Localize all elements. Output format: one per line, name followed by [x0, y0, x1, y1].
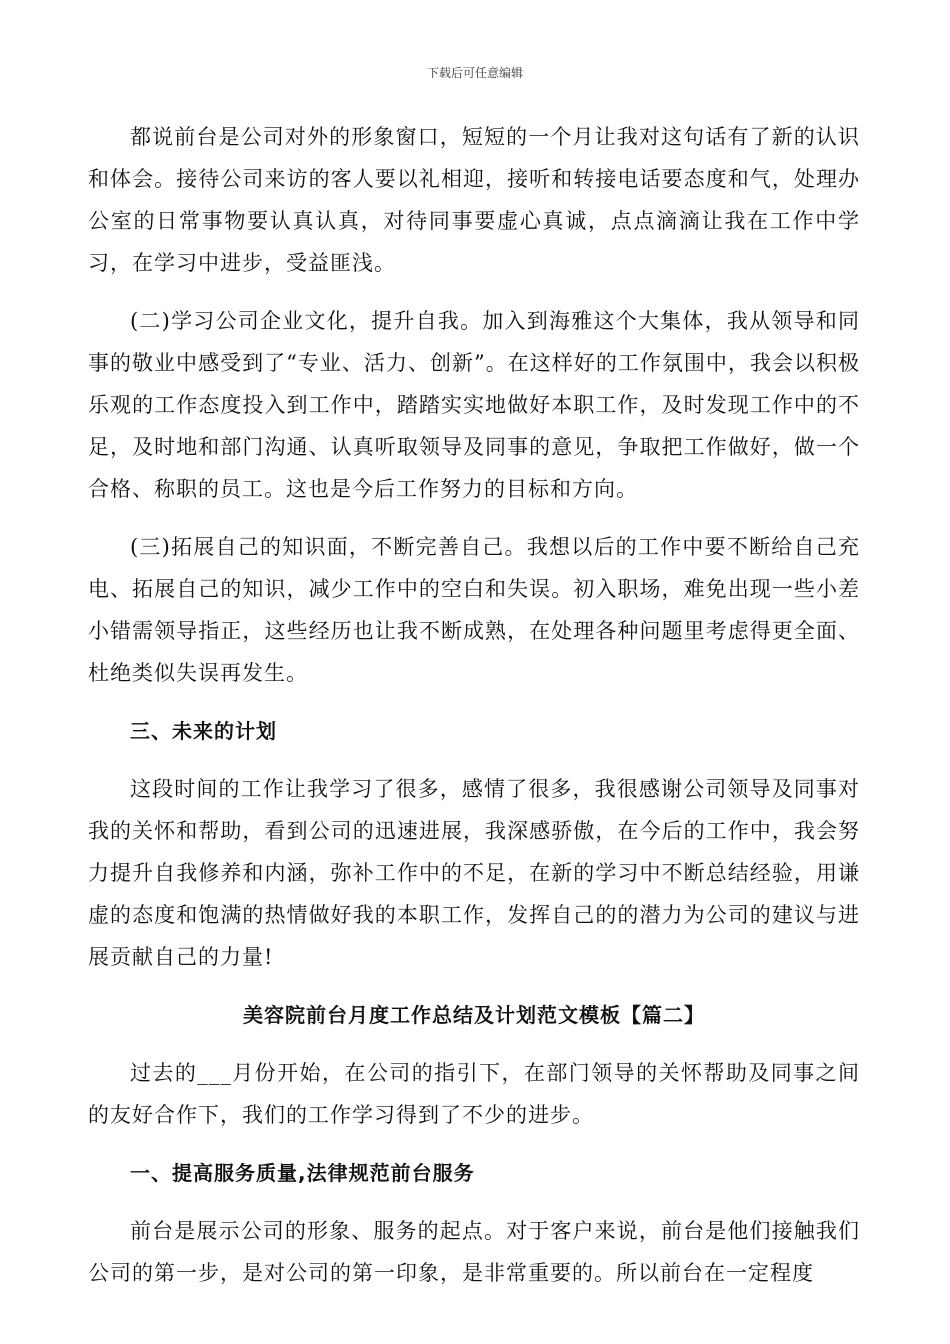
paragraph-4: 这段时间的工作让我学习了很多，感情了很多，我很感谢公司领导及同事对我的关怀和帮助，看到公司的迅速进展，我深感骄傲，在今后的工作中，我会努力提升自我修养和内涵，弥补工作中的不足，在新的学习中不断总结经验，用谦虚的态度和饱满的热情做好我的本职工作，发挥自己的的潜力为公司的建议与进展贡献自己的力量!: [88, 777, 860, 969]
paragraph-6: 前台是展示公司的形象、服务的起点。对于客户来说，前台是他们接触我们公司的第一步，是对公司的第一印象，是非常重要的。所以前台在一定程度: [88, 1219, 860, 1285]
section-heading-future-plan: 三、未来的计划: [130, 719, 277, 743]
header-note: 下载后可任意编辑: [426, 66, 523, 80]
section-heading-service-quality: 一、提高服务质量,法律规范前台服务: [130, 1161, 475, 1185]
paragraph-1: 都说前台是公司对外的形象窗口，短短的一个月让我对这句话有了新的认识和体会。接待公司来访的客人要以礼相迎，接听和转接电话要态度和气，处理办公室的日常事物要认真认真，对待同事要虚心真诚，点点滴滴让我在工作中学习，在学习中进步，受益匪浅。: [88, 125, 860, 275]
paragraph-5: 过去的___月份开始，在公司的指引下，在部门领导的关怀帮助及同事之间的友好合作下，我们的工作学习得到了不少的进步。: [88, 1061, 860, 1127]
paragraph-3: (三)拓展自己的知识面，不断完善自己。我想以后的工作中要不断给自己充电、拓展自己的知识，减少工作中的空白和失误。初入职场，难免出现一些小差小错需领导指正，这些经历也让我不断成熟，在处理各种问题里考虑得更全面、杜绝类似失误再发生。: [88, 535, 860, 685]
document-body: [88, 116, 860, 1310]
paragraph-2: (二)学习公司企业文化，提升自我。加入到海雅这个大集体，我从领导和同事的敬业中感受到了“专业、活力、创新”。在这样好的工作氛围中，我会以积极乐观的工作态度投入到工作中，踏踏实实地做好本职工作，及时发现工作中的不足，及时地和部门沟通、认真听取领导及同事的意见，争取把工作做好，做一个合格、称职的员工。这也是今后工作努力的目标和方向。: [88, 309, 860, 501]
article-title-part-two: 美容院前台月度工作总结及计划范文模板【篇二】: [243, 1003, 705, 1027]
